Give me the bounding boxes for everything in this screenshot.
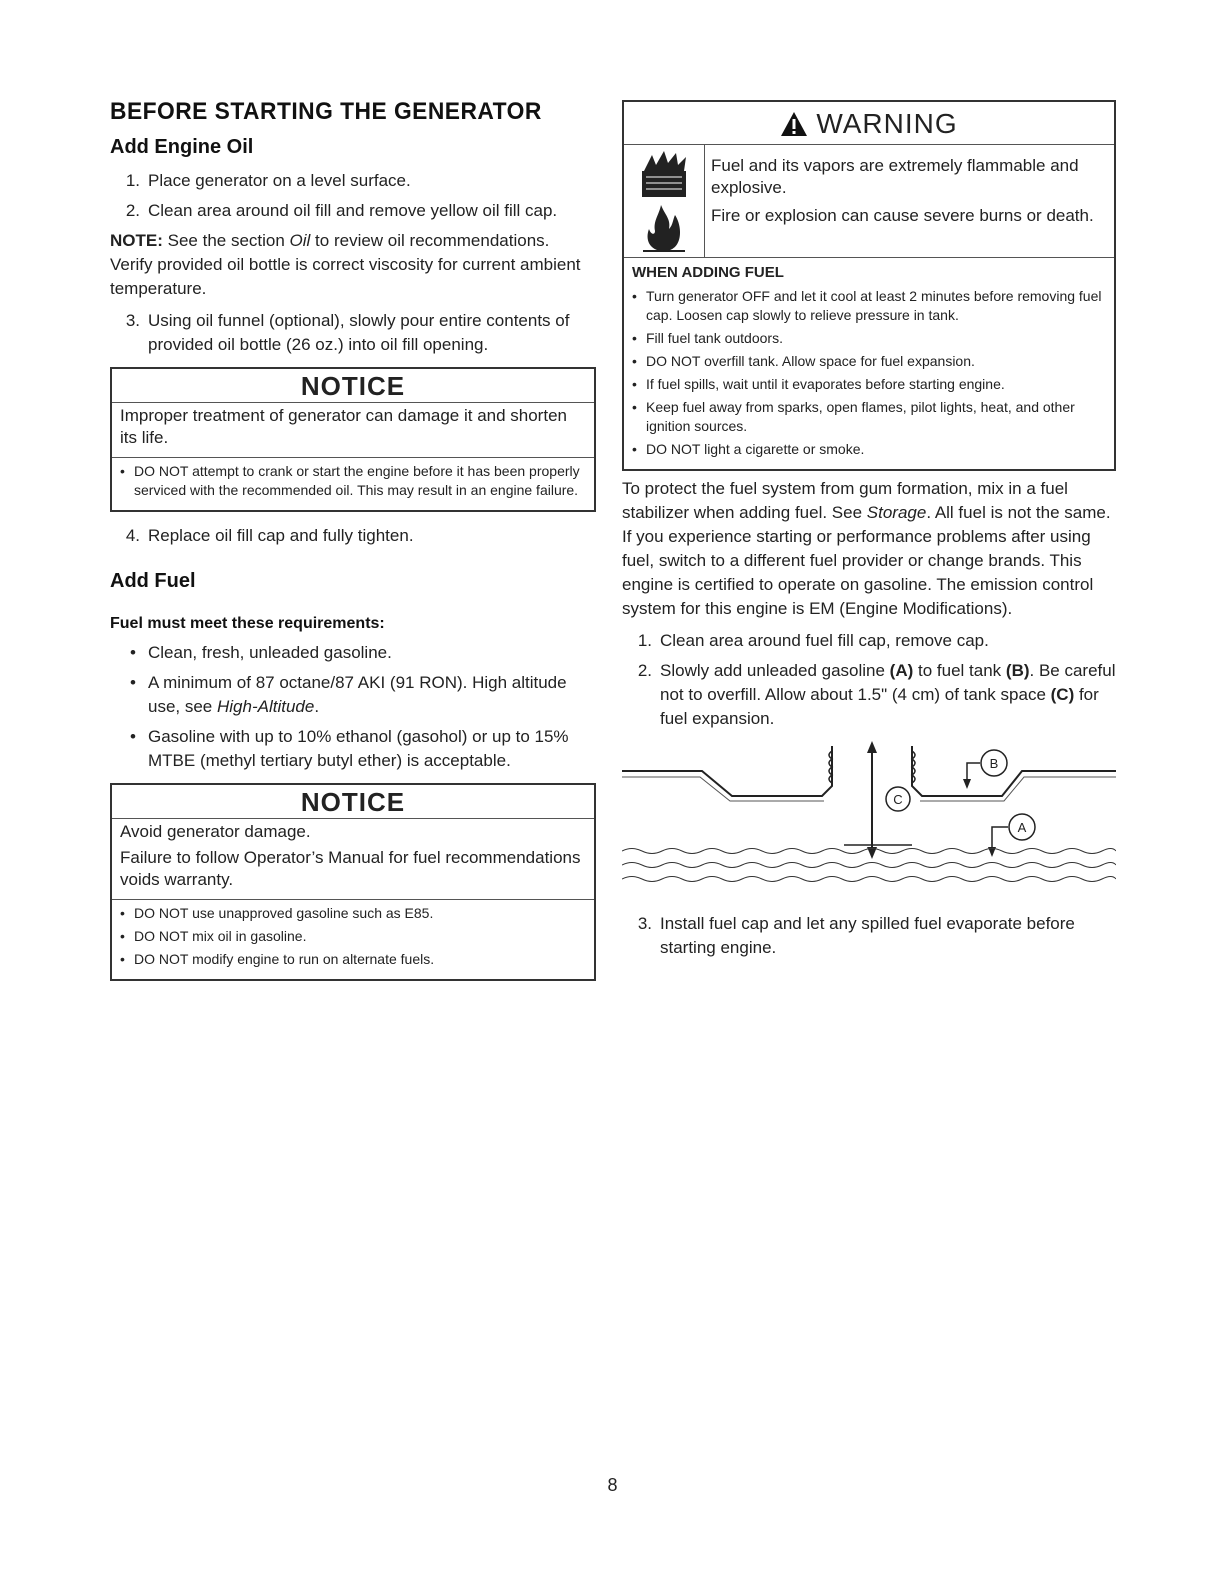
note-link-oil: Oil <box>289 231 311 250</box>
bullet-text: Turn generator OFF and let it cool at least 2 minutes before removing fuel cap. Loosen cap slowly to relieve pressure in tank. <box>646 288 1102 323</box>
warning-title: WARNING <box>816 108 958 139</box>
bullet-text: DO NOT mix oil in gasoline. <box>134 928 307 944</box>
add-engine-oil-heading: Add Engine Oil <box>110 136 254 158</box>
bullet-text: If fuel spills, wait until it evaporates before starting engine. <box>646 376 1005 392</box>
notice-bullet <box>120 904 586 923</box>
step-number: 1. <box>125 171 140 190</box>
bullet-text: DO NOT light a cigarette or smoke. <box>646 441 865 457</box>
fuel-req-1 <box>110 641 596 665</box>
req-text: Gasoline with up to 10% ethanol (gasohol) or up to 15% MTBE (methyl tertiary butyl ether) is acceptable. <box>148 727 569 770</box>
label-c: C <box>893 792 903 807</box>
left-column <box>110 98 596 993</box>
bullet-icon: • <box>120 905 125 921</box>
oil-steps-cont <box>110 309 596 357</box>
label-a: A <box>1017 820 1027 835</box>
bullet-icon: • <box>632 441 637 457</box>
fuel-tank-illustration <box>622 741 1116 891</box>
step-text: Place generator on a level surface. <box>148 171 411 190</box>
step-text <box>660 659 1116 731</box>
oil-step-2 <box>110 199 596 223</box>
req-text <box>148 671 596 719</box>
page-number: 8 <box>607 1475 618 1495</box>
oil-steps <box>110 169 596 223</box>
notice-bullets <box>112 900 594 979</box>
step-text-part: to fuel tank <box>913 661 1006 680</box>
para-text-rest: . All fuel is not the same. If you experience starting or performance problems after using fuel, switch to a different fuel provider or change brands. This engine is certified to operate on gasoline. The emission control system for this engine is EM (Engine Modifications). <box>622 503 1111 618</box>
oil-step-1 <box>110 169 596 193</box>
bullet-icon: • <box>632 353 637 369</box>
oil-note <box>110 229 596 301</box>
notice-lead <box>112 403 594 458</box>
add-fuel-heading: Add Fuel <box>110 570 196 592</box>
step-text-part: for fuel expansion. <box>660 685 1099 728</box>
step-text: Using oil funnel (optional), slowly pour entire contents of provided oil bottle (26 oz.) into oil fill opening. <box>148 311 570 354</box>
note-label: NOTE: <box>110 231 163 250</box>
bullet-text: DO NOT use unapproved gasoline such as E85. <box>134 905 434 921</box>
step-text: Replace oil fill cap and fully tighten. <box>148 526 414 545</box>
hazard-icons <box>624 145 705 257</box>
warning-bullet <box>632 375 1106 394</box>
warning-subtitle: WHEN ADDING FUEL <box>632 264 784 281</box>
step-number: 2. <box>125 201 140 220</box>
step-text: Install fuel cap and let any spilled fuel evaporate before starting engine. <box>660 914 1075 957</box>
step-number: 3. <box>637 914 652 933</box>
step-text-part: Slowly add unleaded gasoline <box>660 661 890 680</box>
bullet-icon: • <box>120 463 125 479</box>
bullet-text: Fill fuel tank outdoors. <box>646 330 783 346</box>
warning-header <box>624 102 1114 145</box>
note-text: See the section <box>167 231 290 250</box>
fuel-requirements <box>110 641 596 773</box>
step-number: 4. <box>125 526 140 545</box>
warning-hazard-text <box>705 145 1114 257</box>
right-column <box>622 100 1116 966</box>
notice-bullet <box>120 950 586 969</box>
warning-bullets <box>624 283 1114 469</box>
warning-triangle-icon <box>780 111 808 137</box>
bullet-icon: • <box>120 951 125 967</box>
bullet-text: DO NOT attempt to crank or start the engine before it has been properly serviced with the recommended oil. This may result in an engine failure. <box>134 463 580 498</box>
oil-step-4 <box>110 524 596 548</box>
notice-lead-text: Avoid generator damage. <box>120 822 311 841</box>
warning-box <box>622 100 1116 471</box>
label-b: B <box>989 756 999 771</box>
step-number: 1. <box>637 631 652 650</box>
step-number: 3. <box>125 311 140 330</box>
fuel-tank-diagram <box>622 741 1116 896</box>
fuel-step-1 <box>622 629 1116 653</box>
req-text-end: . <box>314 697 320 716</box>
storage-link: Storage <box>866 503 927 522</box>
para-text: To protect the fuel system from gum formation, mix in a fuel stabilizer when adding fuel. See <box>622 479 1068 522</box>
warning-bullet <box>632 287 1106 325</box>
req-text-part: A minimum of 87 octane/87 AKI (91 RON). High altitude use, see <box>148 673 567 716</box>
notice-title: NOTICE <box>112 785 594 819</box>
warning-bullet <box>632 352 1106 371</box>
bullet-icon: • <box>130 727 136 746</box>
label-b-ref: (B) <box>1005 661 1030 680</box>
notice-bullets <box>112 458 594 510</box>
explosion-icon <box>634 149 694 201</box>
bullet-icon: • <box>632 399 637 415</box>
label-c-ref: (C) <box>1050 685 1075 704</box>
step-text: Clean area around oil fill and remove yellow oil fill cap. <box>148 201 558 220</box>
section-title: BEFORE STARTING THE GENERATOR <box>110 98 542 125</box>
step-number: 2. <box>637 661 652 680</box>
step-text: Clean area around fuel fill cap, remove cap. <box>660 631 989 650</box>
fuel-steps <box>622 629 1116 731</box>
fuel-req-2 <box>110 671 596 719</box>
label-a-ref: (A) <box>889 661 914 680</box>
fuel-step-2 <box>622 659 1116 731</box>
oil-step-3 <box>110 309 596 357</box>
notice-title: NOTICE <box>112 369 594 403</box>
warning-bullet <box>632 440 1106 459</box>
hazard-line: Fuel and its vapors are extremely flammable and explosive. <box>711 156 1079 197</box>
req-text: Clean, fresh, unleaded gasoline. <box>148 643 392 662</box>
bullet-text: Keep fuel away from sparks, open flames, pilot lights, heat, and other ignition sources. <box>646 399 1075 434</box>
bullet-icon: • <box>632 288 637 304</box>
oil-steps-end <box>110 524 596 548</box>
fuel-req-3 <box>110 725 596 773</box>
warning-bullet <box>632 329 1106 348</box>
notice-box-fuel <box>110 783 596 981</box>
notice-lead-text: Improper treatment of generator can damage it and shorten its life. <box>120 406 567 447</box>
bullet-icon: • <box>130 673 136 692</box>
high-altitude-link: High-Altitude <box>217 697 315 716</box>
bullet-text: DO NOT overfill tank. Allow space for fuel expansion. <box>646 353 975 369</box>
notice-lead <box>112 819 594 900</box>
bullet-icon: • <box>632 330 637 346</box>
notice-lead-text: Failure to follow Operator’s Manual for fuel recommendations voids warranty. <box>120 848 581 889</box>
fire-icon <box>637 201 691 253</box>
bullet-icon: • <box>632 376 637 392</box>
warning-hazard-row <box>624 145 1114 258</box>
notice-bullet <box>120 927 586 946</box>
step-text-part: . Be careful not to overfill. Allow about 1.5" (4 cm) of tank space <box>660 661 1116 704</box>
bullet-icon: • <box>120 928 125 944</box>
notice-bullet <box>120 462 586 500</box>
hazard-line: Fire or explosion can cause severe burns or death. <box>711 206 1094 225</box>
bullet-text: DO NOT modify engine to run on alternate fuels. <box>134 951 435 967</box>
notice-box-oil <box>110 367 596 512</box>
fuel-steps-end <box>622 912 1116 960</box>
bullet-icon: • <box>130 643 136 662</box>
fuel-stabilizer-paragraph <box>622 477 1116 621</box>
fuel-step-3 <box>622 912 1116 960</box>
warning-bullet <box>632 398 1106 436</box>
fuel-requirements-heading: Fuel must meet these requirements: <box>110 615 385 632</box>
note-text-rest: to review oil recommendations. Verify provided oil bottle is correct viscosity for current ambient temperature. <box>110 231 581 298</box>
